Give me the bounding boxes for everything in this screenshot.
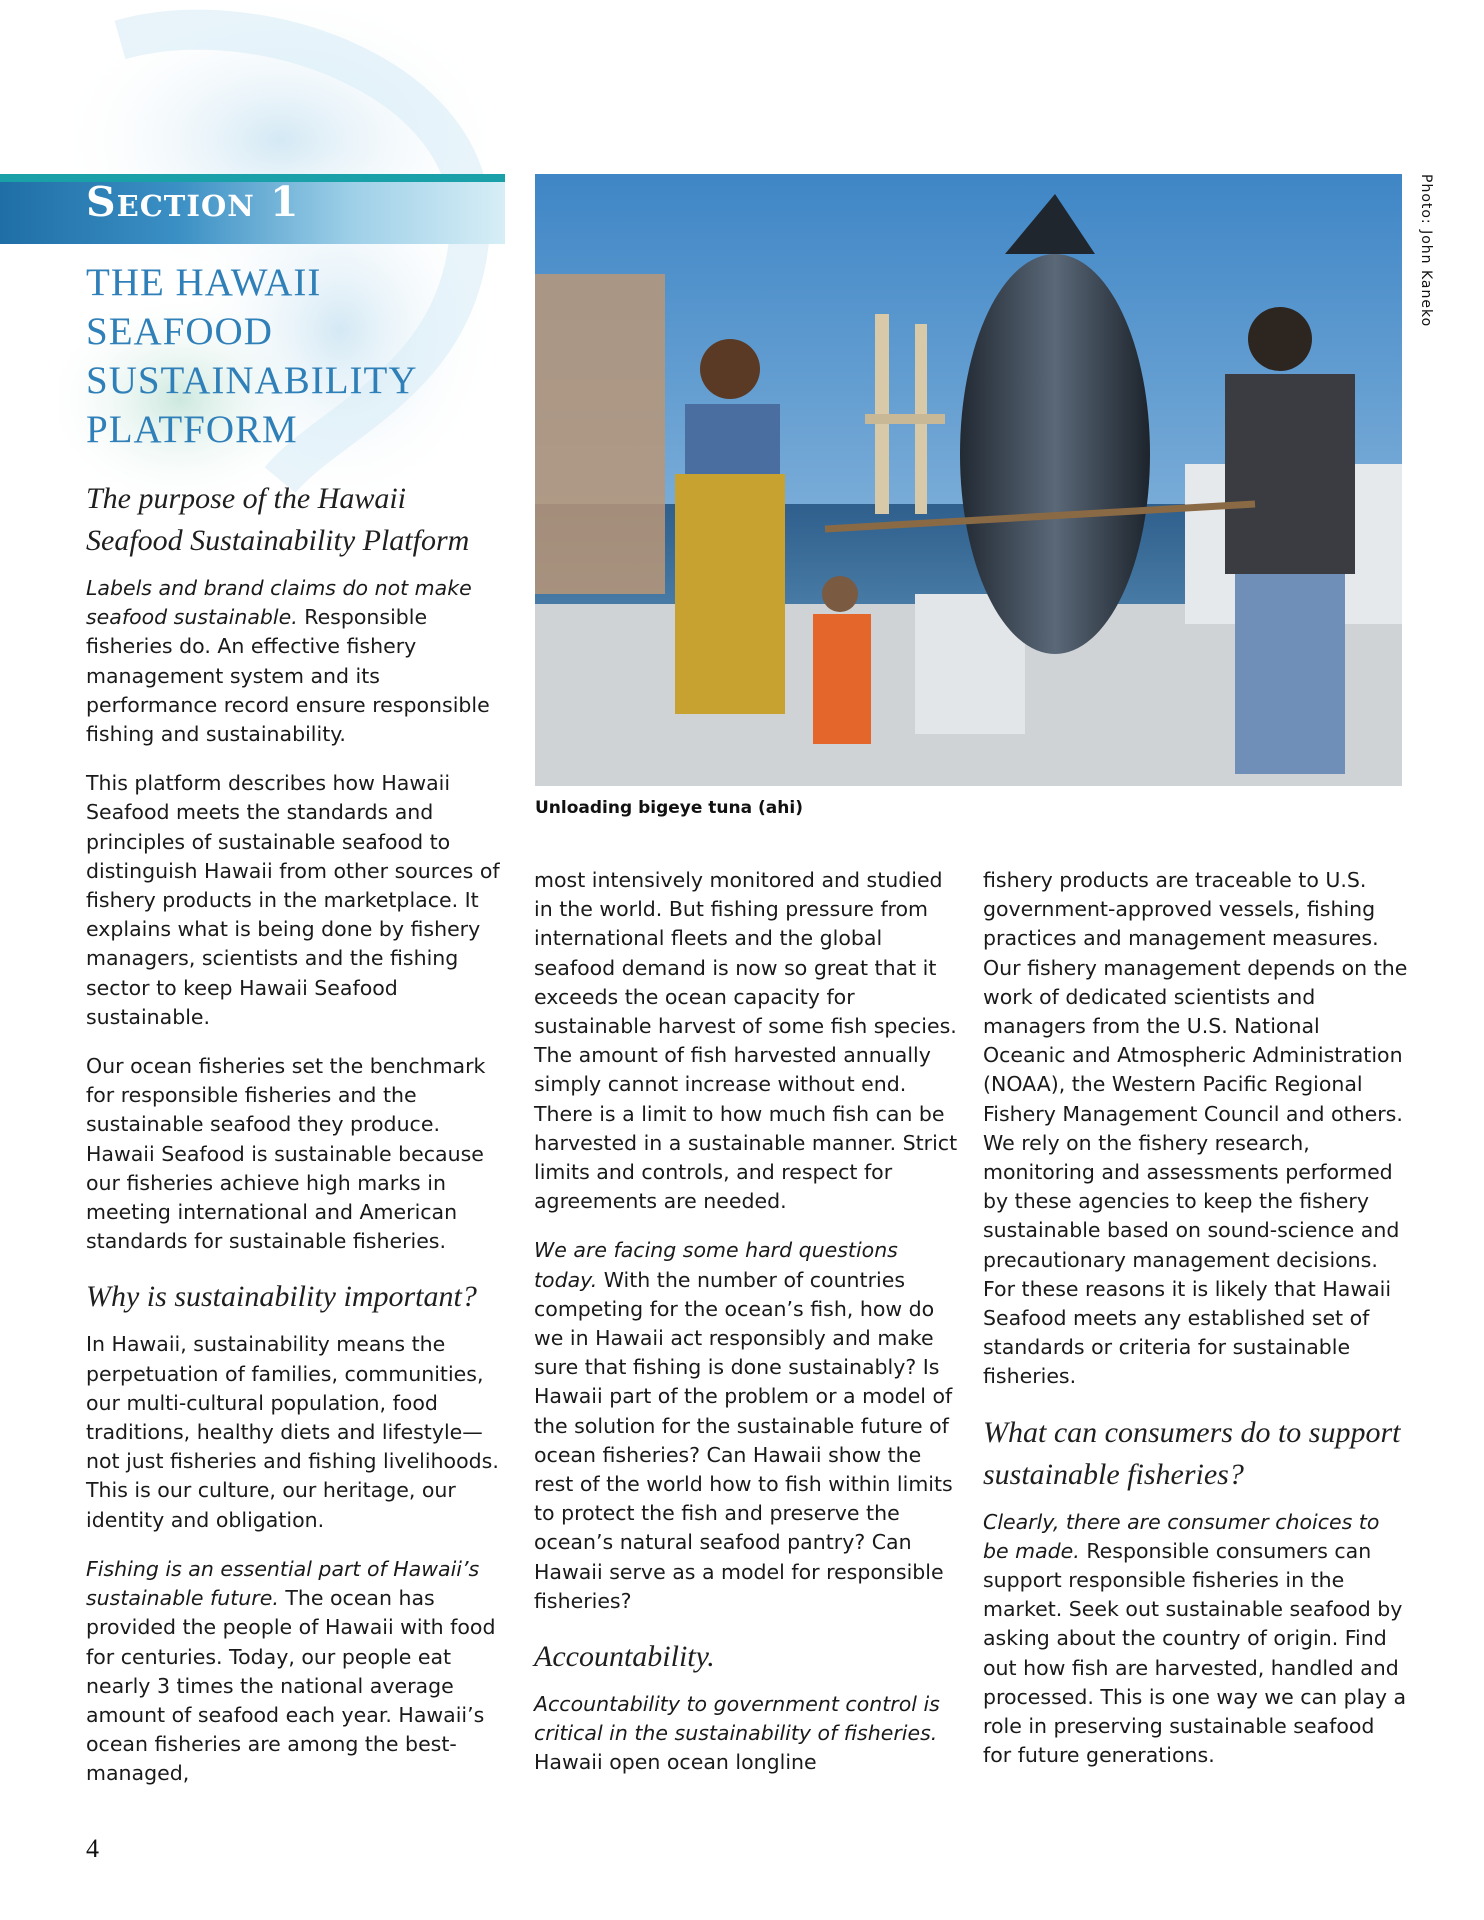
paragraph: most intensively monitored and studied in the world. But fishing pressure from international fleets and the global seafood demand is now so great that it exceeds the ocean capacity for sustainable harvest of some fish species. The amount of fish harvested annually simply cannot increase without end. There is a limit to how much fish can be harvested in a sustainable manner. Strict limits and controls, and respect for agreements are needed. xyxy=(534,868,958,1214)
paragraph-text: Responsible fisheries do. An effective fishery management system and its performance record ensure responsible fishing and sustainability. xyxy=(86,605,490,747)
photo-credit: Photo: John Kaneko xyxy=(1418,174,1434,328)
paragraph-text: Hawaii open ocean longline xyxy=(534,1750,817,1775)
column-3 xyxy=(983,866,1408,1790)
paragraph xyxy=(86,574,506,749)
paragraph xyxy=(983,1508,1408,1771)
page-title: THE HAWAII SEAFOOD SUSTAINABILITY PLATFORM xyxy=(86,261,417,451)
paragraph: In Hawaii, sustainability means the perpetuation of families, communities, our multi-cultural population, food traditions, healthy diets and lifestyle—not just fisheries and fishing livelihoods. This is our culture, our heritage, our identity and obligation. xyxy=(86,1332,499,1532)
paragraph xyxy=(86,1555,506,1789)
heading-purpose: The purpose of the Hawaii Seafood Sustainability Platform xyxy=(86,482,470,557)
column-1 xyxy=(86,478,506,1809)
section-label: Section 1 xyxy=(86,178,300,226)
paragraph xyxy=(534,1690,964,1778)
paragraph: This platform describes how Hawaii Seafood meets the standards and principles of sustainable seafood to distinguish Hawaii from other sources of fishery products in the marketplace. It explains what is being done by fishery managers, scientists and the fishing sector to keep Hawaii Seafood sustainable. xyxy=(86,771,500,1029)
heading-accountability: Accountability. xyxy=(534,1640,715,1674)
paragraph xyxy=(534,1236,964,1616)
lead-phrase: Fishing is an essential part of Hawaii’s sustainable future. xyxy=(86,1556,480,1611)
column-2 xyxy=(534,866,964,1798)
lead-phrase: Clearly, there are consumer choices to be made. xyxy=(983,1509,1380,1563)
paragraph: Our ocean fisheries set the benchmark for responsible fisheries and the sustainable seafood they produce. Hawaii Seafood is sustainable because our fisheries achieve high marks in meeting international and American standards for sustainable fisheries. xyxy=(86,1054,486,1254)
heading-consumers: What can consumers do to support sustainable fisheries? xyxy=(983,1415,1401,1491)
paragraph: fishery products are traceable to U.S. government-approved vessels, fishing practices and management measures. Our fishery management depends on the work of dedicated scientists and managers from the U.S. National Oceanic and Atmospheric Administration (NOAA), the Western Pacific Regional Fishery Management Council and others. We rely on the fishery research, monitoring and assessments performed by these agencies to keep the fishery sustainable based on sound-science and precautionary management decisions. For these reasons it is likely that Hawaii Seafood meets any established set of standards or criteria for sustainable fisheries. xyxy=(983,868,1408,1389)
lead-phrase: We are facing some hard questions today. xyxy=(534,1238,898,1292)
paragraph-text: Responsible consumers can support responsible fisheries in the market. Seek out sustainable seafood by asking about the country of origin. Find out how fish are harvested, handled and processed. This is one way we can play a role in preserving sustainable seafood for future generations. xyxy=(983,1538,1407,1768)
paragraph-text: With the number of countries competing for the ocean’s fish, how do we in Hawaii act responsibly and make sure that fishing is done sustainably? Is Hawaii part of the problem or a model of the solution for the sustainable future of ocean fisheries? Can Hawaii show the rest of the world how to fish within limits to protect the fish and preserve the ocean’s natural seafood pantry? Can Hawaii serve as a model for responsible fisheries? xyxy=(534,1267,953,1613)
lead-phrase: Labels and brand claims do not make seafood sustainable. xyxy=(86,576,472,630)
photo-illustration xyxy=(535,174,1402,786)
paragraph-text: The ocean has provided the people of Hawaii with food for centuries. Today, our people eat nearly 3 times the national average amount of seafood each year. Hawaii’s ocean fisheries are among the best-managed, xyxy=(86,1586,496,1786)
lead-phrase: Accountability to government control is critical in the sustainability of fisheries. xyxy=(534,1692,940,1746)
photo-caption: Unloading bigeye tuna (ahi) xyxy=(535,798,803,818)
tuna-photo xyxy=(535,174,1402,786)
page-number: 4 xyxy=(86,1834,99,1863)
heading-why: Why is sustainability important? xyxy=(86,1280,477,1314)
